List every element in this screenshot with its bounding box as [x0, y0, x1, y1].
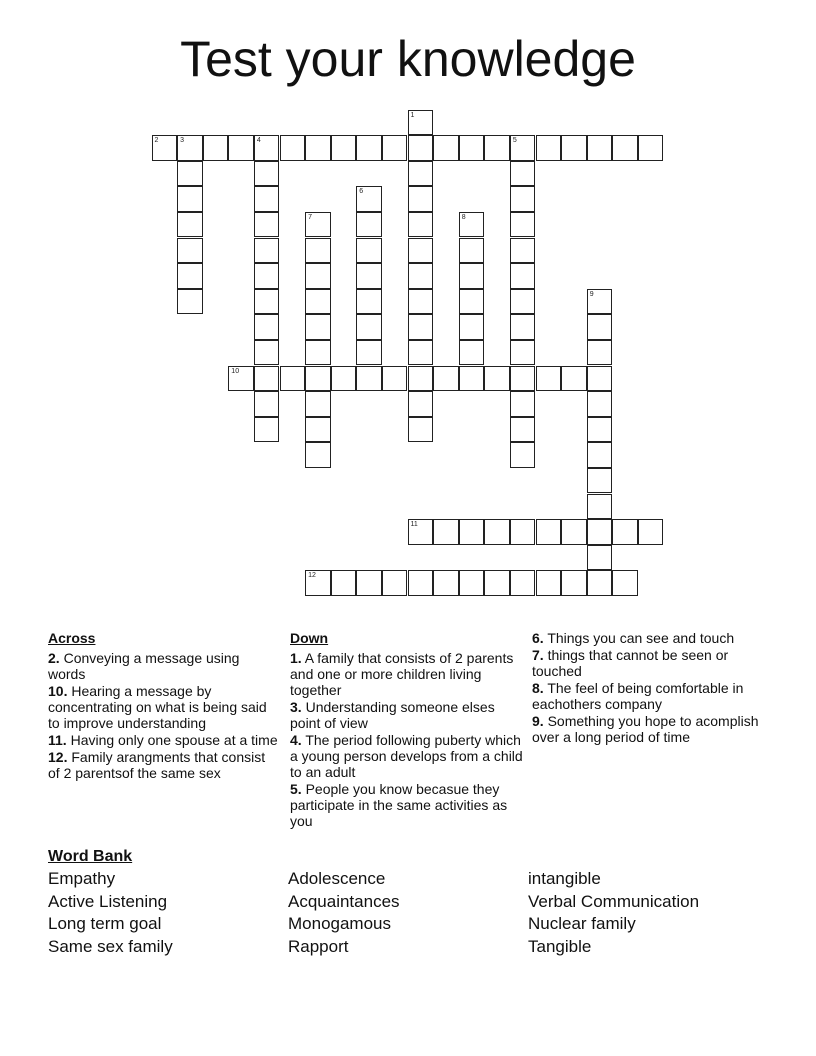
- clue-number: 5: [512, 137, 517, 145]
- crossword-cell[interactable]: [356, 289, 382, 315]
- clue-text: Hearing a message by concentrating on what is being said to improve understanding: [48, 683, 267, 731]
- across-heading: Across: [48, 630, 96, 646]
- crossword-cell[interactable]: [254, 263, 280, 289]
- crossword-cell[interactable]: [305, 442, 331, 468]
- crossword-cell[interactable]: [408, 314, 434, 340]
- down-clue: [290, 650, 526, 698]
- page-title: Test your knowledge: [180, 31, 636, 87]
- crossword-cell[interactable]: [536, 519, 562, 545]
- down-clue: [532, 647, 768, 679]
- across-clue: [48, 732, 280, 748]
- crossword-cell[interactable]: [612, 135, 638, 161]
- crossword-cell[interactable]: [587, 442, 613, 468]
- crossword-cell[interactable]: [356, 314, 382, 340]
- clue-number: 7.: [532, 647, 544, 663]
- crossword-cell[interactable]: [638, 135, 664, 161]
- word-bank-item: Adolescence: [288, 869, 386, 888]
- crossword-cell[interactable]: [305, 238, 331, 264]
- clue-number: 6: [359, 188, 364, 196]
- crossword-cell[interactable]: [587, 366, 613, 392]
- crossword-cell[interactable]: [408, 340, 434, 366]
- clue-number: 3: [180, 137, 184, 145]
- crossword-cell[interactable]: [587, 570, 613, 596]
- down-clue: [532, 630, 768, 646]
- crossword-cell[interactable]: [510, 570, 536, 596]
- crossword-cell[interactable]: [587, 545, 613, 571]
- clue-number: 12: [308, 572, 316, 580]
- crossword-cell[interactable]: [228, 366, 254, 392]
- clue-text: Things you can see and touch: [543, 630, 735, 646]
- crossword-cell[interactable]: [510, 340, 536, 366]
- word-bank-item: Acquaintances: [288, 891, 400, 911]
- crossword-cell[interactable]: [587, 314, 613, 340]
- crossword-cell[interactable]: [587, 289, 613, 315]
- crossword-cell[interactable]: [587, 340, 613, 366]
- crossword-cell[interactable]: [408, 110, 434, 136]
- clue-number: 9: [589, 290, 594, 298]
- crossword-cell[interactable]: [356, 212, 382, 238]
- crossword-cell[interactable]: [254, 391, 280, 417]
- crossword-cell[interactable]: [408, 186, 434, 212]
- clue-text: Something you hope to acomplish over a long period of time: [532, 713, 759, 745]
- down-clue: [532, 680, 768, 712]
- word-bank-column-1: [48, 868, 173, 959]
- crossword-cell[interactable]: [484, 519, 510, 545]
- clue-number: 9.: [532, 713, 544, 729]
- crossword-cell[interactable]: [408, 570, 434, 596]
- clue-text: Conveying a message using words: [48, 650, 240, 682]
- crossword-cell[interactable]: [433, 135, 459, 161]
- crossword-cell[interactable]: [254, 186, 280, 212]
- clue-number: 5.: [290, 781, 302, 797]
- clue-number: 8.: [532, 680, 544, 696]
- crossword-cell[interactable]: [408, 366, 434, 392]
- crossword-cell[interactable]: [510, 135, 536, 161]
- crossword-cell[interactable]: [408, 391, 434, 417]
- down-clues: [290, 630, 526, 830]
- crossword-cell[interactable]: [305, 340, 331, 366]
- crossword-cell[interactable]: [228, 135, 254, 161]
- clue-text: Having only one spouse at a time: [66, 732, 278, 748]
- crossword-cell[interactable]: [280, 135, 306, 161]
- crossword-cell[interactable]: [203, 135, 229, 161]
- crossword-cell[interactable]: [459, 263, 485, 289]
- crossword-cell[interactable]: [177, 161, 203, 187]
- clue-text: People you know becasue they participate in the same activities as you: [290, 781, 508, 829]
- crossword-cell[interactable]: [587, 417, 613, 443]
- across-clue: [48, 683, 280, 731]
- crossword-cell[interactable]: [459, 366, 485, 392]
- crossword-cell[interactable]: [536, 570, 562, 596]
- crossword-cell[interactable]: [356, 238, 382, 264]
- crossword-cell[interactable]: [254, 366, 280, 392]
- word-bank-item: Nuclear family: [528, 914, 636, 934]
- crossword-cell[interactable]: [305, 570, 331, 596]
- crossword-cell[interactable]: [152, 135, 178, 161]
- crossword-cell[interactable]: [254, 417, 280, 443]
- crossword-cell[interactable]: [177, 263, 203, 289]
- crossword-cell[interactable]: [510, 263, 536, 289]
- crossword-cell[interactable]: [612, 519, 638, 545]
- crossword-cell[interactable]: [484, 366, 510, 392]
- crossword-cell[interactable]: [356, 263, 382, 289]
- crossword-cell[interactable]: [305, 391, 331, 417]
- crossword-cell[interactable]: [561, 135, 587, 161]
- down-clues-continued: [532, 630, 768, 746]
- crossword-cell[interactable]: [587, 468, 613, 494]
- crossword-cell[interactable]: [177, 186, 203, 212]
- crossword-cell[interactable]: [459, 289, 485, 315]
- crossword-cell[interactable]: [382, 570, 408, 596]
- clue-text: things that cannot be seen or touched: [532, 647, 729, 679]
- crossword-cell[interactable]: [536, 366, 562, 392]
- crossword-cell[interactable]: [510, 442, 536, 468]
- clue-number: 1: [410, 111, 415, 119]
- word-bank-column-2: [288, 868, 400, 959]
- crossword-cell[interactable]: [561, 519, 587, 545]
- word-bank-item: Active Listening: [48, 891, 168, 911]
- crossword-cell[interactable]: [382, 366, 408, 392]
- word-bank-column-3: [528, 868, 699, 959]
- down-clue: [532, 713, 768, 745]
- clue-number: 10: [231, 367, 240, 375]
- crossword-cell[interactable]: [177, 289, 203, 315]
- crossword-cell[interactable]: [331, 366, 357, 392]
- clue-number: 2.: [48, 650, 60, 666]
- crossword-cell[interactable]: [484, 135, 510, 161]
- clue-number: 10.: [48, 683, 68, 699]
- crossword-cell[interactable]: [356, 135, 382, 161]
- word-bank-item: Empathy: [48, 869, 116, 888]
- word-bank-item: Long term goal: [48, 914, 162, 934]
- crossword-cell[interactable]: [510, 417, 536, 443]
- clue-number: 11.: [48, 732, 67, 748]
- crossword-cell[interactable]: [459, 238, 485, 264]
- crossword-cell[interactable]: [356, 366, 382, 392]
- crossword-cell[interactable]: [459, 212, 485, 238]
- clue-number: 7: [308, 213, 312, 221]
- crossword-cell[interactable]: [638, 519, 664, 545]
- crossword-cell[interactable]: [408, 519, 434, 545]
- crossword-cell[interactable]: [510, 186, 536, 212]
- crossword-cell[interactable]: [459, 519, 485, 545]
- across-clue: [48, 749, 280, 781]
- crossword-cell[interactable]: [254, 238, 280, 264]
- clue-text: A family that consists of 2 parents and one or more children living together: [290, 650, 514, 698]
- clue-number: 8: [461, 213, 466, 221]
- crossword-cell[interactable]: [408, 289, 434, 315]
- crossword-cell[interactable]: [254, 212, 280, 238]
- crossword-cell[interactable]: [510, 161, 536, 187]
- crossword-cell[interactable]: [356, 570, 382, 596]
- crossword-cell[interactable]: [484, 570, 510, 596]
- crossword-cell[interactable]: [510, 519, 536, 545]
- crossword-cell[interactable]: [331, 135, 357, 161]
- crossword-cell[interactable]: [254, 135, 280, 161]
- crossword-cell[interactable]: [254, 289, 280, 315]
- crossword-cell[interactable]: [433, 570, 459, 596]
- crossword-cell[interactable]: [177, 135, 203, 161]
- down-clue: [290, 781, 526, 829]
- crossword-cell[interactable]: [356, 186, 382, 212]
- clue-text: The period following puberty which a young person develops from a child to an adult: [290, 732, 523, 780]
- crossword-cell[interactable]: [612, 570, 638, 596]
- word-bank-item: Monogamous: [288, 914, 392, 934]
- word-bank-item: Rapport: [288, 937, 349, 957]
- clue-number: 1.: [290, 650, 302, 666]
- crossword-cell[interactable]: [459, 314, 485, 340]
- crossword-cell[interactable]: [382, 135, 408, 161]
- crossword-cell[interactable]: [510, 212, 536, 238]
- crossword-cell[interactable]: [356, 340, 382, 366]
- word-bank-item: Verbal Communication: [528, 891, 700, 911]
- across-clue: [48, 650, 280, 682]
- clue-number: 12.: [48, 749, 68, 765]
- crossword-cell[interactable]: [408, 135, 434, 161]
- crossword-cell[interactable]: [408, 417, 434, 443]
- crossword-cell[interactable]: [459, 340, 485, 366]
- crossword-cell[interactable]: [305, 212, 331, 238]
- crossword-cell[interactable]: [587, 494, 613, 520]
- word-bank-item: Tangible: [528, 937, 592, 957]
- crossword-cell[interactable]: [561, 366, 587, 392]
- crossword-cell[interactable]: [280, 366, 306, 392]
- crossword-cell[interactable]: [510, 289, 536, 315]
- crossword-cell[interactable]: [510, 238, 536, 264]
- across-clues: [48, 630, 280, 782]
- crossword-cell[interactable]: [510, 391, 536, 417]
- crossword-cell[interactable]: [433, 519, 459, 545]
- crossword-cell[interactable]: [305, 289, 331, 315]
- crossword-cell[interactable]: [408, 263, 434, 289]
- clue-number: 3.: [290, 699, 302, 715]
- crossword-cell[interactable]: [587, 519, 613, 545]
- crossword-cell[interactable]: [331, 570, 357, 596]
- down-clue: [290, 699, 526, 731]
- crossword-cell[interactable]: [305, 263, 331, 289]
- crossword-cell[interactable]: [305, 366, 331, 392]
- clue-number: 2: [154, 137, 159, 145]
- clue-number: 4: [256, 137, 261, 145]
- crossword-cell[interactable]: [459, 570, 485, 596]
- crossword-cell[interactable]: [510, 366, 536, 392]
- clue-text: The feel of being comfortable in eachothers company: [532, 680, 744, 712]
- crossword-cell[interactable]: [305, 314, 331, 340]
- clue-text: Understanding someone elses point of view: [290, 699, 495, 731]
- crossword-cell[interactable]: [177, 212, 203, 238]
- clue-number: 4.: [290, 732, 302, 748]
- clue-text: Family arangments that consist of 2 parentsof the same sex: [48, 749, 266, 781]
- clue-number: 11: [410, 521, 418, 529]
- down-clue: [290, 732, 526, 780]
- crossword-cell[interactable]: [433, 366, 459, 392]
- down-heading: Down: [290, 630, 329, 646]
- crossword-cell[interactable]: [254, 161, 280, 187]
- word-bank-heading: Word Bank: [48, 848, 133, 865]
- word-bank-item: Same sex family: [48, 937, 173, 957]
- crossword-cell[interactable]: [254, 340, 280, 366]
- crossword-cell[interactable]: [587, 391, 613, 417]
- crossword-cell[interactable]: [408, 212, 434, 238]
- crossword-cell[interactable]: [510, 314, 536, 340]
- crossword-cell[interactable]: [587, 135, 613, 161]
- crossword-cell[interactable]: [459, 135, 485, 161]
- crossword-cell[interactable]: [254, 314, 280, 340]
- crossword-cell[interactable]: [305, 417, 331, 443]
- word-bank-item: intangible: [528, 869, 601, 888]
- crossword-cell[interactable]: [536, 135, 562, 161]
- clue-number: 6.: [532, 630, 544, 646]
- crossword-cell[interactable]: [408, 238, 434, 264]
- crossword-cell[interactable]: [305, 135, 331, 161]
- crossword-cell[interactable]: [408, 161, 434, 187]
- crossword-cell[interactable]: [561, 570, 587, 596]
- crossword-cell[interactable]: [177, 238, 203, 264]
